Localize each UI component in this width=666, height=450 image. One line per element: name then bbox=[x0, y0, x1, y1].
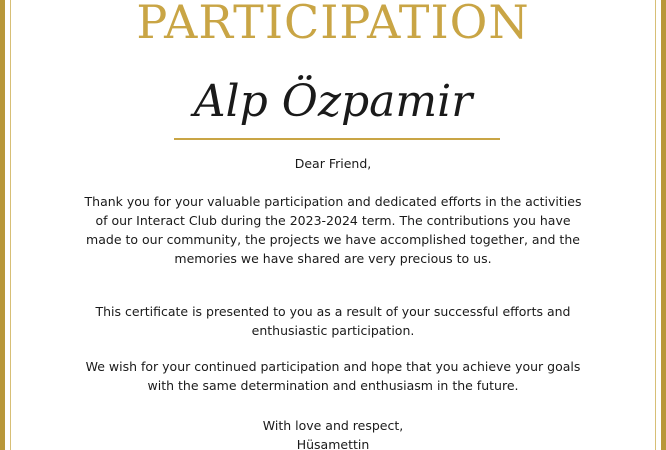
closing-block bbox=[80, 416, 586, 450]
right-border bbox=[661, 0, 666, 450]
wishes-paragraph: We wish for your continued participation and hope that you achieve your goals with the same determination and enthusiasm in the future. bbox=[85, 359, 581, 393]
presentation-paragraph: This certificate is presented to you as a result of your successful efforts and enthusiastic participation. bbox=[95, 304, 571, 338]
signer-name: Hüsamettin bbox=[296, 437, 370, 450]
left-border bbox=[0, 0, 5, 450]
closing-line: With love and respect, bbox=[262, 418, 404, 433]
left-border-line bbox=[10, 0, 11, 450]
name-underline bbox=[174, 138, 500, 140]
right-border-line bbox=[655, 0, 656, 450]
greeting: Dear Friend, bbox=[294, 156, 372, 171]
certificate-heading: PARTICIPATION bbox=[136, 0, 530, 49]
thanks-paragraph: Thank you for your valuable participation and dedicated efforts in the activities of our Interact Club during the 2023-2024 term. The contributions you have made to our community, the projects we have accomplished together, and the memories we have shared are very precious to us. bbox=[84, 194, 582, 266]
recipient-name: Alp Özpamir bbox=[193, 76, 473, 127]
